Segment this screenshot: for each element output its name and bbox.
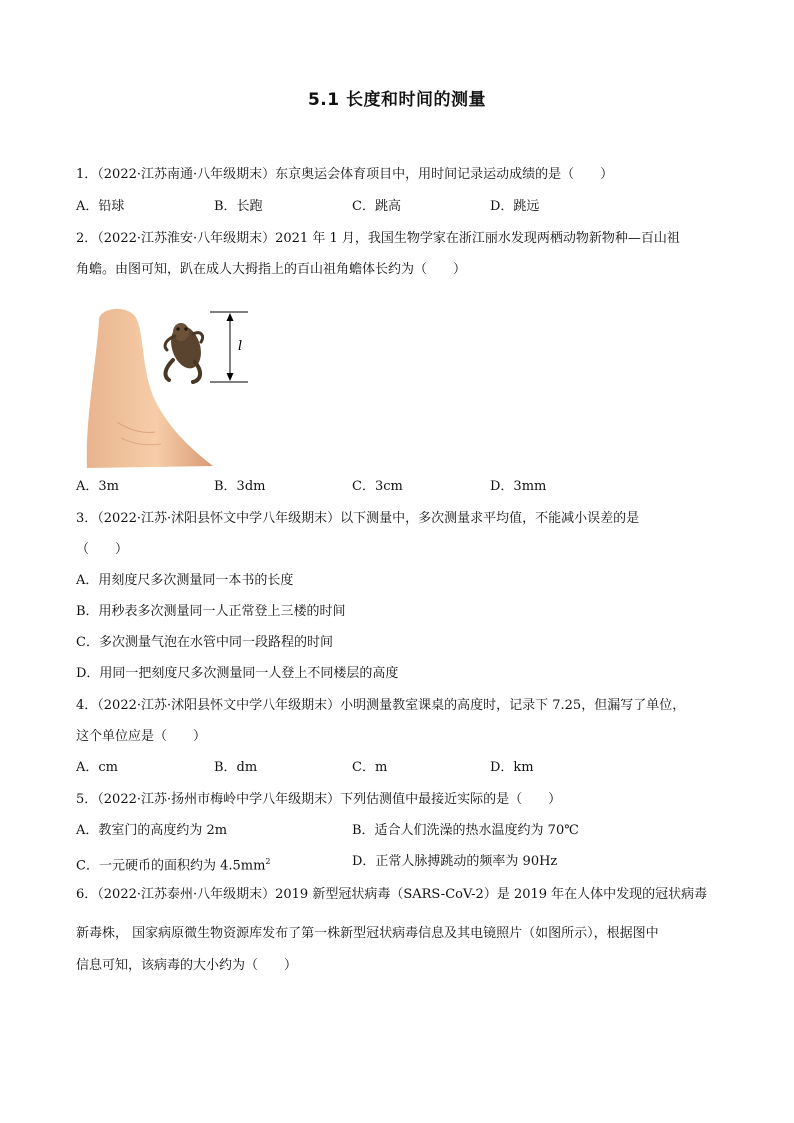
question-2-option-b: B．3dm (214, 479, 266, 494)
question-5-option-a: A．教室门的高度约为 2m (76, 823, 228, 838)
question-6-stem-line-3: 信息可知，该病毒的大小约为（ ） (76, 958, 298, 973)
question-1-option-d: D．跳远 (490, 199, 540, 214)
question-5-stem: 5．（2022·江苏·扬州市梅岭中学八年级期末）下列估测值中最接近实际的是（ ） (76, 792, 562, 807)
question-6-stem-line-2: 新毒株， 国家病原微生物资源库发布了第一株新型冠状病毒信息及其电镜照片（如图所示），根据图中 (76, 926, 659, 941)
page-title: 5.1 长度和时间的测量 (307, 90, 487, 110)
question-5-option-d: D．正常人脉搏跳动的频率为 90Hz (352, 854, 558, 869)
question-2-stem-line-2: 角蟾。由图可知，趴在成人大拇指上的百山祖角蟾体长约为（ ） (76, 262, 467, 277)
question-4-option-a: A．cm (76, 760, 118, 775)
question-4-stem-line-2: 这个单位应是（ ） (76, 729, 207, 744)
length-label: l (238, 339, 243, 354)
question-2-option-d: D．3mm (490, 479, 547, 494)
question-1-stem: 1．（2022·江苏南通·八年级期末）东京奥运会体育项目中，用时间记录运动成绩的是（ ） (76, 167, 614, 182)
question-5-option-c-text: C．一元硬币的面积约为 4.5mm (76, 858, 266, 874)
question-3-stem-line-1: 3．（2022·江苏·沭阳县怀文中学八年级期末）以下测量中，多次测量求平均值，不能减小误差的是 (76, 511, 640, 526)
question-3-option-b: B．用秒表多次测量同一人正常登上三楼的时间 (76, 604, 346, 619)
question-4-option-c: C．m (352, 760, 388, 775)
question-3-option-d: D．用同一把刻度尺多次测量同一人登上不同楼层的高度 (76, 666, 399, 681)
question-5-option-b: B．适合人们洗澡的热水温度约为 70℃ (352, 823, 579, 838)
question-4-option-d: D．km (490, 760, 534, 775)
question-5-option-c (76, 853, 271, 875)
question-2-option-c: C．3cm (352, 479, 403, 494)
question-2-option-a: A．3m (76, 479, 119, 494)
thumb-frog-figure (85, 302, 255, 468)
question-3-option-a: A．用刻度尺多次测量同一本书的长度 (76, 573, 294, 588)
question-1-option-c: C．跳高 (352, 199, 401, 214)
question-2-stem-line-1: 2．（2022·江苏淮安·八年级期末）2021 年 1 月，我国生物学家在浙江丽水发现两栖动物新物种—百山祖 (76, 231, 680, 246)
frog-image (165, 322, 206, 382)
question-3-stem-line-2: （ ） (76, 542, 129, 557)
question-3-option-c: C．多次测量气泡在水管中同一段路程的时间 (76, 635, 333, 650)
length-marker (210, 312, 248, 382)
superscript-2: 2 (265, 857, 271, 866)
question-4-option-b: B．dm (214, 760, 258, 775)
question-6-stem-line-1: 6．（2022·江苏泰州·八年级期末）2019 新型冠状病毒（SARS-CoV-2）是 2019 年在人体中发现的冠状病毒 (76, 887, 708, 902)
question-1-option-a: A．铅球 (76, 199, 125, 214)
question-4-stem-line-1: 4．（2022·江苏·沭阳县怀文中学八年级期末）小明测量教室课桌的高度时，记录下 7.25，但漏写了单位， (76, 698, 686, 713)
question-1-option-b: B．长跑 (214, 199, 263, 214)
